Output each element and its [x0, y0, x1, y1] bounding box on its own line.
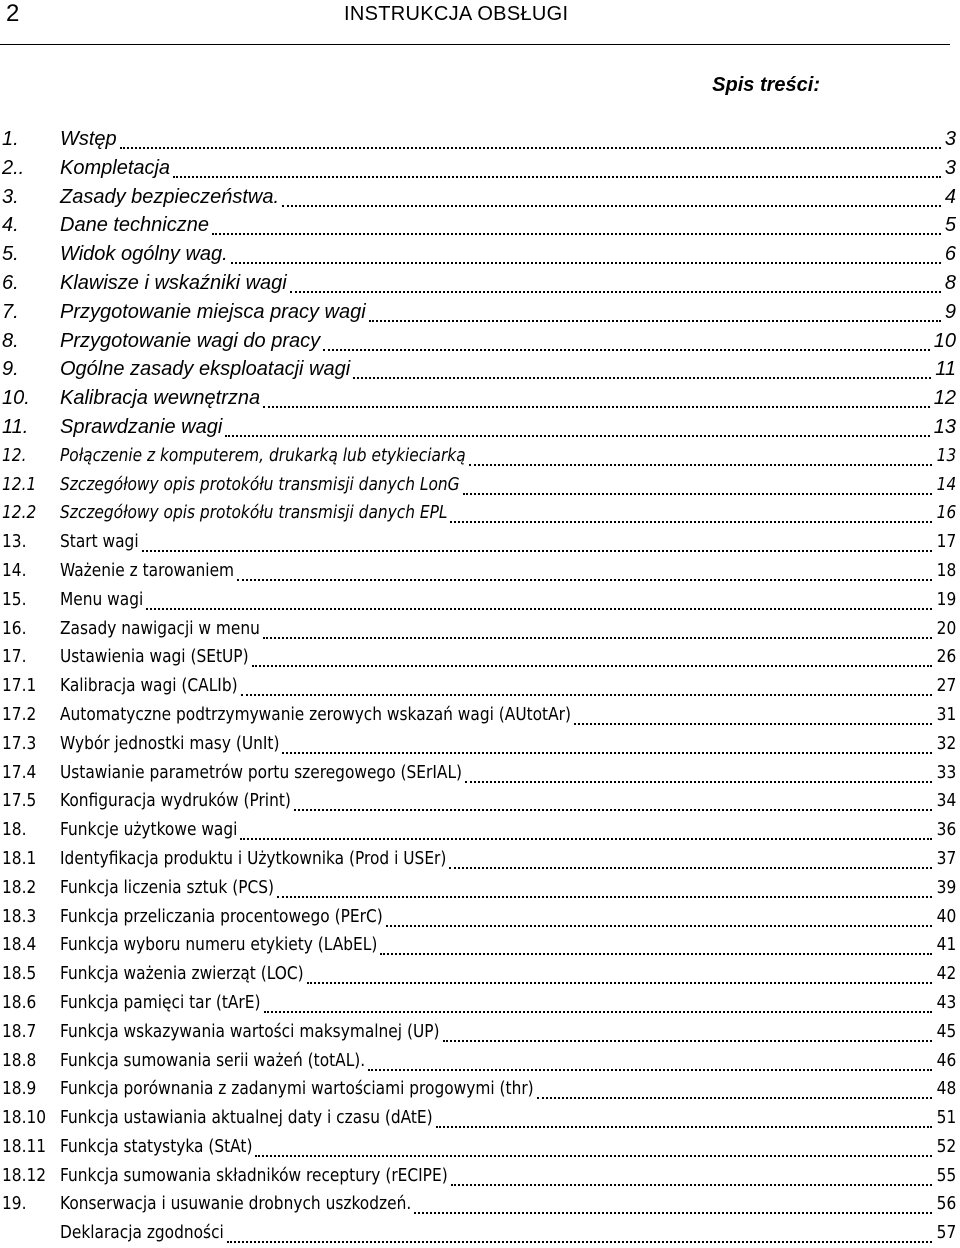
toc-entry-leader	[264, 1007, 933, 1013]
toc-entry-page: 14	[936, 474, 956, 495]
toc-entry-page: 52	[936, 1136, 956, 1157]
toc-entry[interactable]	[0, 183, 958, 212]
toc-entry-title: Funkcja wskazywania wartości maksymalnej (UP)	[60, 1021, 440, 1042]
toc-entry-leader	[323, 345, 930, 351]
toc-entry-number: 18.5	[2, 964, 37, 985]
toc-entry-page: 40	[936, 906, 956, 927]
toc-entry[interactable]	[0, 672, 958, 701]
toc-entry-title: Automatyczne podtrzymywanie zerowych wskazań wagi (AUtotAr)	[60, 704, 571, 725]
toc-entry-page: 13	[936, 445, 956, 466]
toc-entry-number: 1.	[2, 128, 19, 150]
toc-entry-number: 6.	[2, 271, 19, 294]
toc-entry-leader	[450, 517, 932, 523]
toc-entry-leader	[463, 489, 933, 495]
toc-entry-leader	[307, 978, 933, 984]
toc-entry-number: 18.	[2, 820, 27, 841]
toc-entry[interactable]	[0, 643, 958, 672]
toc-entry[interactable]	[0, 759, 958, 788]
toc-entry-leader	[353, 373, 931, 379]
toc-entry-page: 6	[944, 243, 956, 266]
toc-entry-page: 31	[936, 704, 956, 725]
toc-entry-title: Ustawienia wagi (SEtUP)	[60, 647, 249, 668]
toc-entry[interactable]	[0, 586, 958, 615]
toc-entry-number: 14.	[2, 560, 27, 581]
toc-entry-page: 3	[944, 128, 956, 150]
toc-entry-page: 55	[936, 1165, 956, 1186]
toc-entry-number: 8.	[2, 329, 19, 352]
toc-entry-number: 12.	[2, 445, 27, 466]
toc-entry-page: 33	[936, 762, 956, 783]
toc-entry-number: 10.	[2, 387, 30, 410]
toc-entry-page: 51	[936, 1108, 956, 1129]
toc-entry[interactable]	[0, 1075, 958, 1104]
toc-entry-page: 16	[936, 503, 956, 524]
page-number: 2	[6, 0, 20, 27]
toc-entry-leader	[465, 777, 932, 783]
toc-entry-page: 18	[936, 560, 956, 581]
toc-entry-leader	[146, 604, 932, 610]
toc-entry-leader	[212, 229, 941, 235]
toc-entry-number: 18.1	[2, 848, 37, 869]
toc-entry-page: 5	[944, 214, 956, 237]
toc-entry-leader	[469, 460, 933, 466]
toc-entry-number: 17.	[2, 647, 27, 668]
toc-entry-leader	[240, 834, 932, 840]
toc-entry-number: 12.1	[2, 474, 37, 495]
toc-heading: Spis treści:	[712, 74, 820, 96]
toc-entry-leader	[449, 863, 932, 869]
toc-entry-page: 19	[936, 589, 956, 610]
toc-entry-number: 17.5	[2, 791, 37, 812]
toc-entry-title: Funkcja statystyka (StAt)	[60, 1136, 253, 1157]
toc-entry-title: Klawisze i wskaźniki wagi	[60, 271, 287, 294]
toc-entry-number: 18.6	[2, 992, 37, 1013]
toc-entry-page: 12	[933, 387, 956, 410]
header-rule	[0, 44, 950, 45]
toc-entry[interactable]	[0, 787, 958, 816]
toc-entry[interactable]	[0, 1018, 958, 1047]
toc-entry-page: 36	[936, 820, 956, 841]
toc-entry-leader	[173, 172, 941, 178]
toc-entry-leader	[227, 1237, 933, 1243]
toc-entry-page: 43	[936, 992, 956, 1013]
toc-entry-leader	[414, 1208, 932, 1214]
toc-entry-number: 18.2	[2, 877, 37, 898]
toc-entry-number: 2..	[2, 156, 25, 179]
toc-entry-number: 5.	[2, 243, 19, 266]
toc-entry-number: 11.	[2, 415, 29, 438]
toc-entry-page: 37	[936, 848, 956, 869]
toc-entry-leader	[120, 143, 941, 149]
toc-entry-number: 3.	[2, 185, 19, 208]
toc-entry-leader	[263, 633, 932, 639]
toc-entry-number: 13.	[2, 532, 27, 553]
toc-entry-title: Funkcja ważenia zwierząt (LOC)	[60, 964, 304, 985]
toc-entry-number: 18.10	[2, 1108, 47, 1129]
toc-entry-title: Funkcja przeliczania procentowego (PErC)	[60, 906, 383, 927]
toc-entry[interactable]	[0, 615, 958, 644]
toc-entry-leader	[386, 921, 933, 927]
toc-entry-title: Dane techniczne	[60, 214, 209, 237]
toc-entry-leader	[369, 316, 941, 322]
toc-entry-leader	[380, 949, 932, 955]
toc-entry-number: 17.3	[2, 733, 37, 754]
toc-entry-page: 48	[936, 1079, 956, 1100]
toc-entry-number: 18.7	[2, 1021, 37, 1042]
toc-entry-title: Połączenie z komputerem, drukarką lub etykieciarką	[60, 445, 466, 466]
toc-entry[interactable]	[0, 1162, 958, 1191]
toc-entry-page: 45	[936, 1021, 956, 1042]
toc-entry-leader	[537, 1093, 933, 1099]
toc-entry[interactable]	[0, 1104, 958, 1133]
toc-entry-number: 18.4	[2, 935, 37, 956]
toc-entry-title: Funkcja porównania z zadanymi wartościami progowymi (thr)	[60, 1079, 534, 1100]
toc-entry-number: 18.3	[2, 906, 37, 927]
toc-entry-title: Funkcja wyboru numeru etykiety (LAbEL)	[60, 935, 378, 956]
toc-entry-number: 17.1	[2, 676, 37, 697]
toc-entry-page: 11	[935, 358, 956, 381]
toc-entry[interactable]	[0, 903, 958, 932]
toc-entry-page: 42	[936, 964, 956, 985]
toc-entry-title: Sprawdzanie wagi	[60, 415, 223, 438]
toc-entry-leader	[436, 1122, 933, 1128]
toc-entry-title: Deklaracja zgodności	[60, 1223, 224, 1244]
toc-entry[interactable]	[0, 1133, 958, 1162]
toc-entry[interactable]	[0, 240, 958, 269]
toc-entry-title: Funkcja ustawiania aktualnej daty i czasu (dAtE)	[60, 1108, 433, 1129]
toc-entry-number: 17.2	[2, 704, 37, 725]
toc-entry-leader	[574, 719, 932, 725]
toc-entry-number: 19.	[2, 1194, 27, 1215]
document-title: INSTRUKCJA OBSŁUGI	[344, 3, 569, 25]
toc-entry[interactable]	[0, 730, 958, 759]
toc-entry[interactable]	[0, 989, 958, 1018]
toc-entry[interactable]	[0, 1190, 958, 1219]
toc-entry-page: 56	[936, 1194, 956, 1215]
toc-entry-number: 9.	[2, 358, 19, 381]
toc-entry-title: Kompletacja	[60, 156, 171, 179]
toc-entry[interactable]	[0, 384, 958, 413]
toc-entry-title: Kalibracja wewnętrzna	[60, 387, 261, 410]
toc-entry-title: Funkcja pamięci tar (tArE)	[60, 992, 261, 1013]
toc-entry-leader	[142, 546, 933, 552]
toc-entry-title: Identyfikacja produktu i Użytkownika (Prod i USEr)	[60, 848, 447, 869]
toc-entry-page: 39	[936, 877, 956, 898]
toc-entry-number: 16.	[2, 618, 27, 639]
toc-entry[interactable]	[0, 557, 958, 586]
toc-entry-page: 13	[933, 415, 956, 438]
toc-entry-page: 34	[936, 791, 956, 812]
toc-entry-title: Menu wagi	[60, 589, 144, 610]
toc-entry-title: Widok ogólny wag.	[60, 243, 228, 266]
toc-entry-title: Ogólne zasady eksploatacji wagi	[60, 358, 351, 381]
toc-entry-page: 8	[944, 271, 956, 294]
toc-entry-page: 3	[944, 156, 956, 179]
toc-entry[interactable]	[0, 499, 958, 528]
toc-entry[interactable]	[0, 931, 958, 960]
toc-entry[interactable]	[0, 125, 958, 154]
toc-entry-number: 18.8	[2, 1050, 37, 1071]
toc-entry[interactable]	[0, 211, 958, 240]
toc-entry-title: Konserwacja i usuwanie drobnych uszkodzeń.	[60, 1194, 412, 1215]
toc-entry[interactable]	[0, 355, 958, 384]
toc-entry-number: 4.	[2, 214, 19, 237]
toc-entry-title: Funkcja sumowania składników receptury (rECIPE)	[60, 1165, 448, 1186]
toc-entry-title: Wstęp	[60, 128, 117, 150]
table-of-contents	[0, 125, 960, 1248]
toc-entry-page: 27	[936, 676, 956, 697]
toc-entry-page: 26	[936, 647, 956, 668]
toc-entry[interactable]	[0, 154, 958, 183]
toc-entry[interactable]	[0, 442, 958, 471]
toc-entry-page: 9	[944, 300, 956, 323]
toc-entry-leader	[237, 575, 932, 581]
toc-entry[interactable]	[0, 471, 958, 500]
toc-entry-page: 32	[936, 733, 956, 754]
toc-entry-number: 18.12	[2, 1165, 47, 1186]
toc-entry-page: 17	[936, 532, 956, 553]
toc-entry[interactable]	[0, 269, 958, 298]
toc-entry-page: 57	[936, 1223, 956, 1244]
toc-entry-title: Kalibracja wagi (CALIb)	[60, 676, 238, 697]
toc-entry-title: Ustawianie parametrów portu szeregowego (SErIAL)	[60, 762, 463, 783]
toc-entry-leader	[282, 748, 932, 754]
toc-entry[interactable]	[0, 816, 958, 845]
toc-entry[interactable]	[0, 874, 958, 903]
toc-entry-title: Szczegółowy opis protokółu transmisji danych LonG	[60, 474, 460, 495]
toc-entry-page: 46	[936, 1050, 956, 1071]
toc-entry[interactable]	[0, 528, 958, 557]
toc-entry-leader	[263, 402, 930, 408]
toc-entry-number: 12.2	[2, 503, 37, 524]
toc-entry[interactable]	[0, 327, 958, 356]
toc-entry-leader	[231, 258, 941, 264]
toc-entry-title: Przygotowanie miejsca pracy wagi	[60, 300, 366, 323]
toc-entry-number: 7.	[2, 300, 19, 323]
toc-entry-leader	[277, 892, 932, 898]
toc-entry-page: 10	[933, 329, 956, 352]
toc-entry-title: Wybór jednostki masy (UnIt)	[60, 733, 280, 754]
toc-entry[interactable]	[0, 701, 958, 730]
toc-entry-leader	[451, 1180, 933, 1186]
toc-entry[interactable]	[0, 960, 958, 989]
toc-entry-title: Funkcja sumowania serii ważeń (totAL).	[60, 1050, 366, 1071]
toc-entry-leader	[282, 201, 941, 207]
toc-entry-title: Przygotowanie wagi do pracy	[60, 329, 321, 352]
toc-entry-number: 18.9	[2, 1079, 37, 1100]
toc-entry[interactable]	[0, 413, 958, 442]
toc-entry-number: 17.4	[2, 762, 37, 783]
toc-entry-leader	[241, 690, 933, 696]
toc-entry-title: Ważenie z tarowaniem	[60, 560, 235, 581]
toc-entry-title: Konfiguracja wydruków (Print)	[60, 791, 291, 812]
toc-entry-number: 18.11	[2, 1136, 47, 1157]
toc-entry-leader	[255, 1151, 932, 1157]
toc-entry-title: Start wagi	[60, 532, 139, 553]
toc-entry-number: 15.	[2, 589, 27, 610]
toc-entry-page: 41	[936, 935, 956, 956]
toc-entry[interactable]	[0, 845, 958, 874]
toc-entry-leader	[252, 661, 933, 667]
toc-entry-leader	[290, 287, 941, 293]
toc-entry-leader	[225, 431, 929, 437]
page-header	[0, 0, 960, 46]
toc-entry[interactable]	[0, 298, 958, 327]
toc-entry-title: Funkcja liczenia sztuk (PCS)	[60, 877, 275, 898]
toc-entry-title: Zasady bezpieczeństwa.	[60, 185, 280, 208]
toc-entry-leader	[443, 1036, 933, 1042]
toc-entry-page: 20	[936, 618, 956, 639]
toc-entry-leader	[294, 805, 932, 811]
toc-entry-title: Szczegółowy opis protokółu transmisji danych EPL	[60, 503, 448, 524]
toc-entry[interactable]	[0, 1047, 958, 1076]
toc-entry-page: 4	[944, 185, 956, 208]
toc-entry-title: Funkcje użytkowe wagi	[60, 820, 238, 841]
toc-entry-title: Zasady nawigacji w menu	[60, 618, 260, 639]
toc-entry-leader	[368, 1065, 932, 1071]
